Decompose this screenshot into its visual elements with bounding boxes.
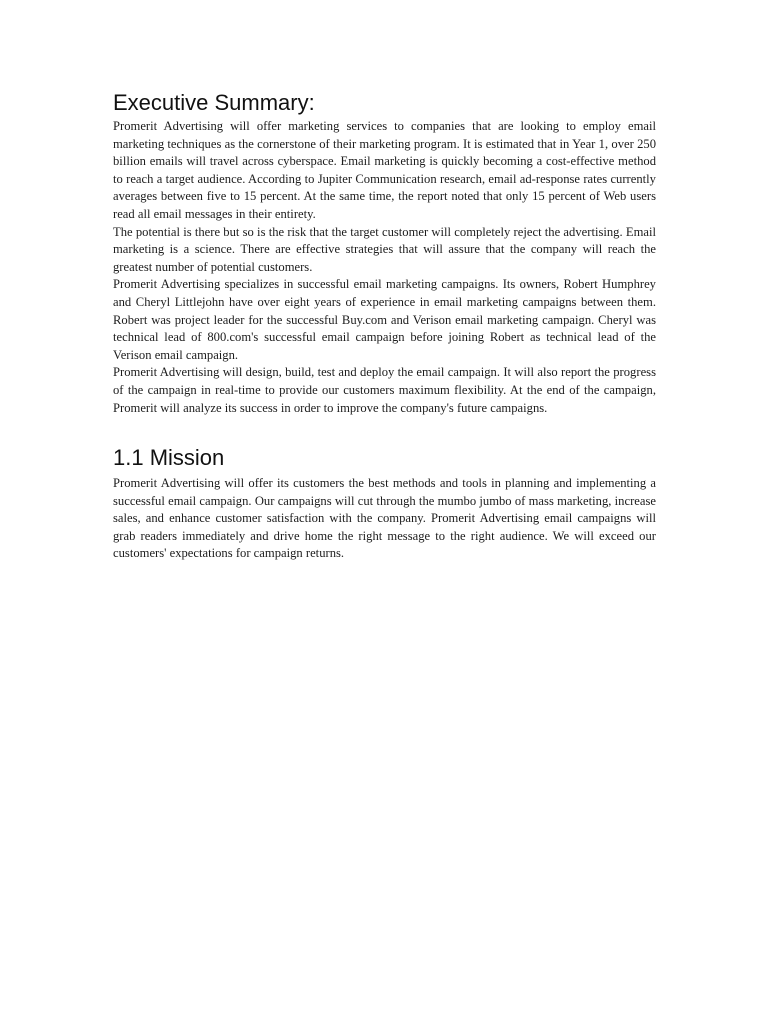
section-heading: Executive Summary:: [113, 90, 315, 115]
document-body: [113, 90, 656, 563]
mission-section: [113, 445, 656, 563]
body-paragraph: Promerit Advertising will offer marketing services to companies that are looking to employ email marketing techniques as the cornerstone of their marketing program. It is estimated that in Year 1, over 250 billion emails will travel across cyberspace. Email marketing is quickly becoming a cost-effective method to reach a target audience. According to Jupiter Communication research, email ad-response rates currently averages between five to 15 percent. At the same time, the report noted that only 15 percent of Web users read all email messages in their entirety.: [113, 119, 656, 221]
body-paragraph: The potential is there but so is the risk that the target customer will completely reject the advertising. Email marketing is a science. There are effective strategies that will assure that the company will reach the greatest number of potential customers.: [113, 224, 656, 274]
body-paragraph: Promerit Advertising will offer its customers the best methods and tools in planning and implementing a successful email campaign. Our campaigns will cut through the mumbo jumbo of mass marketing, increase sales, and enhance customer satisfaction with the company. Promerit Advertising email campaigns will grab readers immediately and drive home the right message to the right audience. We will exceed our customers' expectations for campaign returns.: [113, 476, 656, 561]
body-paragraph: Promerit Advertising will design, build, test and deploy the email campaign. It will also report the progress of the campaign in real-time to provide our customers maximum flexibility. At the end of the campaign, Promerit will analyze its success in order to improve the company's future campaigns.: [113, 365, 656, 415]
body-paragraph: Promerit Advertising specializes in successful email marketing campaigns. Its owners, Robert Humphrey and Cheryl Littlejohn have over eight years of experience in email marketing campaigns between them. Robert was project leader for the successful Buy.com and Verison email marketing campaign. Cheryl was technical lead of 800.com's successful email campaign before joining Robert as technical lead of the Verison email campaign.: [113, 277, 656, 362]
section-heading: 1.1 Mission: [113, 445, 225, 471]
executive-summary-section: [113, 90, 656, 417]
